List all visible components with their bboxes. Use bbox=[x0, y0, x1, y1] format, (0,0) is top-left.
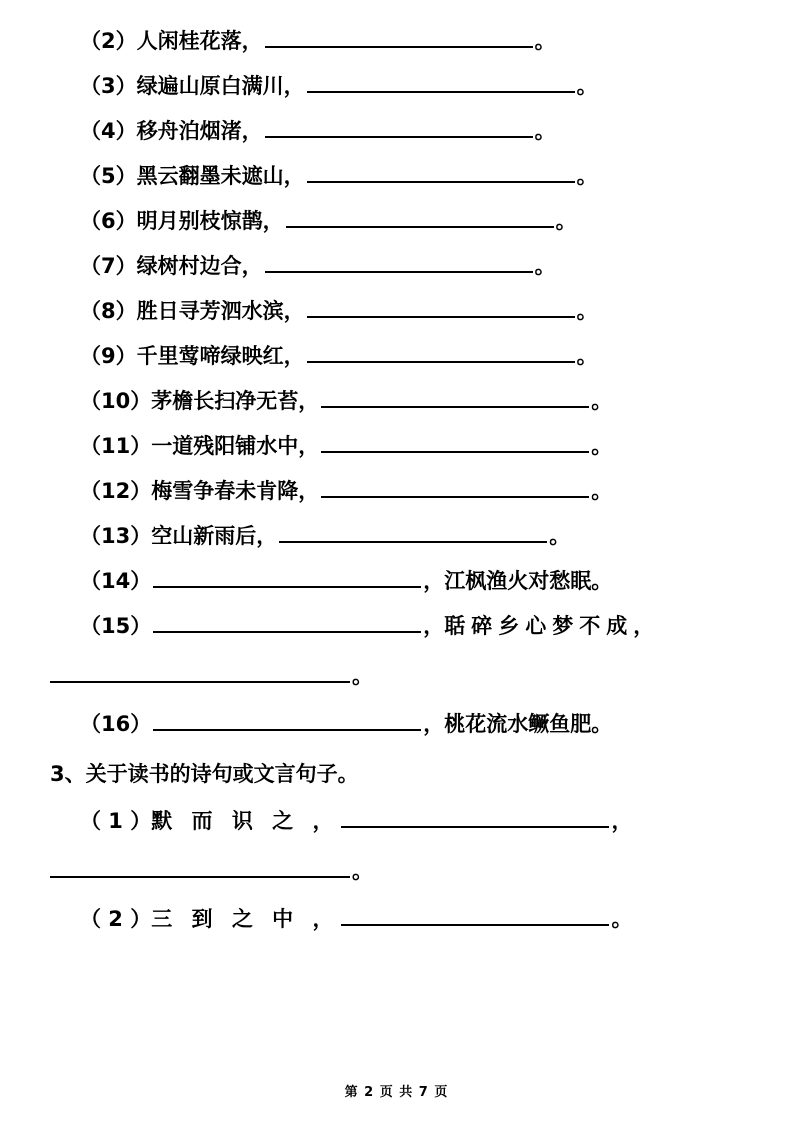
answer-blank[interactable] bbox=[50, 665, 350, 683]
item-number: （10） bbox=[80, 389, 152, 413]
item-period: 。 bbox=[534, 29, 556, 53]
answer-blank[interactable] bbox=[307, 345, 575, 363]
answer-blank[interactable] bbox=[265, 30, 533, 48]
item-period: 。 bbox=[576, 74, 598, 98]
question-list-blank-first bbox=[48, 570, 745, 592]
answer-blank[interactable] bbox=[341, 810, 609, 828]
item-text: 胜日寻芳泗水滨， bbox=[136, 299, 305, 323]
item-text: 江枫渔火对愁眠。 bbox=[444, 569, 613, 593]
answer-blank[interactable] bbox=[321, 480, 589, 498]
item-number: （12） bbox=[80, 479, 152, 503]
item-number: （5） bbox=[80, 164, 137, 188]
item-number: （9） bbox=[80, 344, 137, 368]
item-period: 。 bbox=[352, 664, 373, 688]
list-item bbox=[48, 435, 745, 457]
item-period: 。 bbox=[611, 907, 633, 931]
item-text: 人闲桂花落， bbox=[136, 29, 263, 53]
list-item bbox=[48, 165, 745, 187]
item-text: 明月别枝惊鹊， bbox=[136, 209, 284, 233]
list-item bbox=[48, 120, 745, 142]
item-period: 。 bbox=[576, 299, 598, 323]
section3-item-2 bbox=[48, 908, 745, 930]
item-period: 。 bbox=[576, 344, 598, 368]
answer-blank[interactable] bbox=[153, 615, 421, 633]
list-item bbox=[48, 570, 745, 592]
item-number: （3） bbox=[80, 74, 137, 98]
section-heading: 3、关于读书的诗句或文言句子。 bbox=[50, 762, 359, 786]
list-item bbox=[48, 210, 745, 232]
answer-blank[interactable] bbox=[153, 713, 421, 731]
item-number: （13） bbox=[80, 524, 152, 548]
item-text: 绿遍山原白满川， bbox=[136, 74, 305, 98]
answer-blank[interactable] bbox=[286, 210, 554, 228]
answer-blank[interactable] bbox=[321, 390, 589, 408]
item-text: 千里莺啼绿映红， bbox=[136, 344, 305, 368]
item-period: 。 bbox=[555, 209, 577, 233]
answer-blank[interactable] bbox=[321, 435, 589, 453]
item-text: 移舟泊烟渚， bbox=[136, 119, 263, 143]
item-period: 。 bbox=[534, 119, 556, 143]
item-period: 。 bbox=[534, 254, 556, 278]
list-item bbox=[48, 75, 745, 97]
answer-blank[interactable] bbox=[153, 570, 421, 588]
question-list bbox=[48, 30, 745, 547]
item-number: （ 2 ） bbox=[80, 907, 152, 931]
item-number: （14） bbox=[80, 569, 152, 593]
item-period: 。 bbox=[591, 389, 613, 413]
list-item bbox=[48, 255, 745, 277]
item-period: 。 bbox=[549, 524, 571, 548]
item-number: （15） bbox=[80, 614, 152, 638]
answer-blank[interactable] bbox=[307, 300, 575, 318]
item-period: 。 bbox=[591, 434, 613, 458]
list-item bbox=[48, 345, 745, 367]
section3-item-1 bbox=[48, 810, 745, 832]
item-text: 梅雪争春未肯降， bbox=[151, 479, 320, 503]
item-period: 。 bbox=[352, 859, 373, 883]
item-period: 。 bbox=[591, 479, 613, 503]
list-item bbox=[48, 30, 745, 52]
page-number: 第 2 页 共 7 页 bbox=[344, 1085, 449, 1100]
item-text: 绿树村边合， bbox=[136, 254, 263, 278]
list-item bbox=[48, 525, 745, 547]
item-comma: ， bbox=[423, 569, 445, 593]
item-comma: ， bbox=[423, 712, 445, 736]
item-comma: ， bbox=[611, 809, 633, 833]
list-item bbox=[48, 480, 745, 502]
section3-item-1-continued bbox=[48, 855, 745, 885]
item-text: 默 而 识 之 ， bbox=[151, 809, 340, 833]
answer-blank[interactable] bbox=[50, 860, 350, 878]
list-item bbox=[48, 300, 745, 322]
item-number: （6） bbox=[80, 209, 137, 233]
answer-blank[interactable] bbox=[307, 75, 575, 93]
item-period: 。 bbox=[576, 164, 598, 188]
page-footer bbox=[0, 1081, 793, 1100]
item-text: 茅檐长扫净无苔， bbox=[151, 389, 320, 413]
item-text: 一道残阳铺水中， bbox=[151, 434, 320, 458]
item-number: （11） bbox=[80, 434, 152, 458]
item-text: 桃花流水鳜鱼肥。 bbox=[444, 712, 613, 736]
item-number: （16） bbox=[80, 712, 152, 736]
answer-blank[interactable] bbox=[341, 908, 609, 926]
item-number: （8） bbox=[80, 299, 137, 323]
list-item-15-continued bbox=[48, 660, 745, 690]
list-item-16 bbox=[48, 713, 745, 735]
item-comma: ， bbox=[423, 614, 445, 638]
item-text: 空山新雨后， bbox=[151, 524, 278, 548]
answer-blank[interactable] bbox=[265, 120, 533, 138]
list-item-15 bbox=[48, 615, 745, 637]
item-number: （2） bbox=[80, 29, 137, 53]
item-text: 聒碎乡心梦不成， bbox=[444, 614, 661, 638]
item-text: 黑云翻墨未遮山， bbox=[136, 164, 305, 188]
list-item bbox=[48, 390, 745, 412]
answer-blank[interactable] bbox=[279, 525, 547, 543]
answer-blank[interactable] bbox=[265, 255, 533, 273]
item-number: （ 1 ） bbox=[80, 809, 152, 833]
item-text: 三 到 之 中 ， bbox=[151, 907, 340, 931]
answer-blank[interactable] bbox=[307, 165, 575, 183]
item-number: （4） bbox=[80, 119, 137, 143]
item-number: （7） bbox=[80, 254, 137, 278]
